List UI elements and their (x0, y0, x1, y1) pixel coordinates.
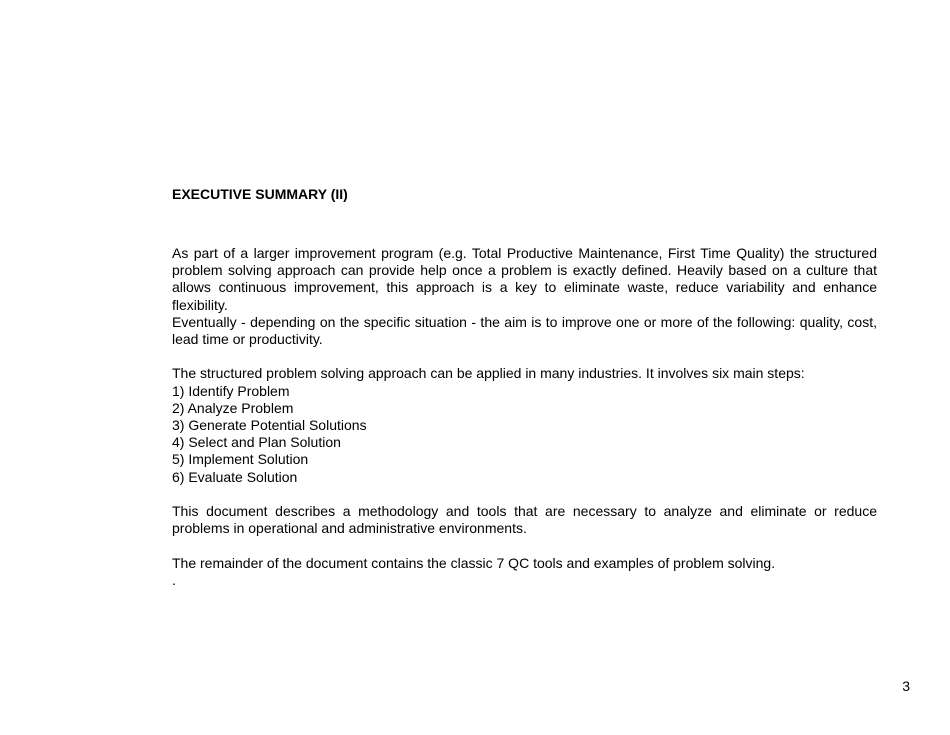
body-text (172, 245, 877, 589)
trailing-dot: . (172, 571, 176, 588)
remainder-paragraph: The remainder of the document contains the classic 7 QC tools and examples of problem solving. (172, 554, 776, 571)
list-item: 1) Identify Problem (172, 382, 290, 399)
spacer (172, 348, 877, 365)
list-item: 4) Select and Plan Solution (172, 434, 341, 451)
spacer (172, 486, 877, 503)
spacer (172, 537, 877, 554)
page-number: 3 (902, 678, 910, 694)
intro-paragraph: As part of a larger improvement program (e.g. Total Productive Maintenance, First Time Quality) the structured problem solving approach can provide help once a problem is exactly defined. Heavily based on a culture that allows continuous improvement, this approach is a key to eliminate waste, reduce variability and enhance flexibility. (172, 245, 877, 313)
steps-intro: The structured problem solving approach can be applied in many industries. It involves six main steps: (172, 365, 805, 382)
aim-paragraph: Eventually - depending on the specific situation - the aim is to improve one or more of the following: quality, cost, lead time or productivity. (172, 313, 877, 348)
list-item: 5) Implement Solution (172, 451, 309, 468)
page-heading: EXECUTIVE SUMMARY (II) (172, 186, 348, 202)
steps-list (172, 383, 877, 486)
list-item: 3) Generate Potential Solutions (172, 417, 367, 434)
methodology-paragraph: This document describes a methodology and tools that are necessary to analyze and eliminate or reduce problems in operational and administrative environments. (172, 503, 877, 537)
list-item: 6) Evaluate Solution (172, 468, 298, 485)
list-item: 2) Analyze Problem (172, 399, 294, 416)
